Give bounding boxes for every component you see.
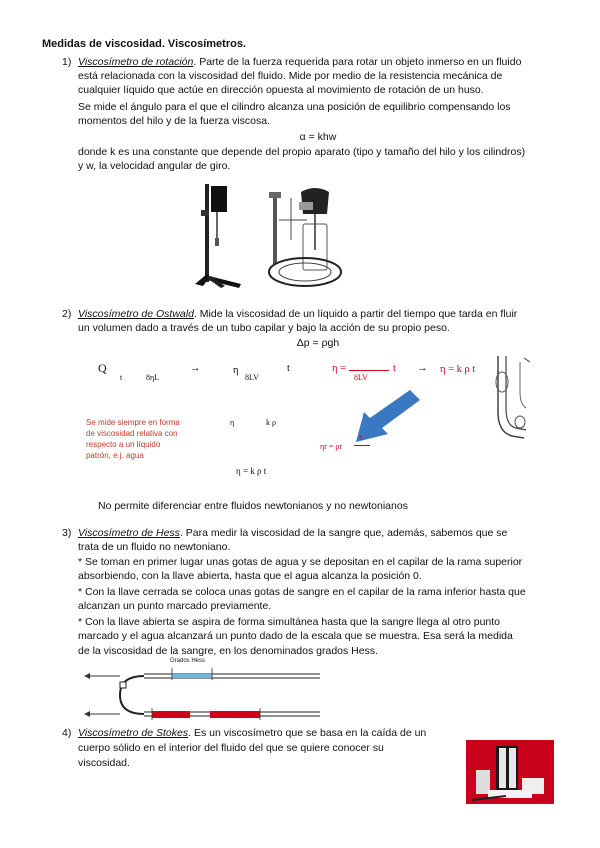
eq-t: t	[120, 373, 123, 382]
section-line: cualquier líquido que actúe en dirección opuesta al movimiento de rotación de un huso.	[78, 84, 484, 96]
blue-arrow-icon	[352, 386, 422, 446]
section-line: * Con la llave cerrada se coloca unas gotas de sangre en el capilar de la rama inferior hasta que	[78, 586, 526, 598]
eq-result: η = k ρ t	[440, 364, 476, 375]
eq-eta-ref: η	[230, 418, 235, 427]
section-line: marcado y el agua alcanzará un punto dado de la escala que se muestra. Esa será la medida	[78, 630, 513, 642]
eq-relative: ηr = ρr	[320, 442, 343, 451]
fraction-bar	[349, 370, 389, 371]
section-number: 2)	[62, 308, 72, 320]
section-number: 3)	[62, 527, 72, 539]
eq-q: Q	[98, 361, 107, 375]
rotational-viscometer-photo	[195, 180, 355, 292]
section-heading: Viscosímetro de rotación	[78, 56, 194, 68]
formula: α = khw	[299, 131, 337, 143]
section-line: momentos del hilo y de la fuerza viscosa.	[78, 115, 271, 127]
hess-viscometer-diagram	[80, 660, 360, 728]
diagram-label: Grados Hess	[170, 658, 206, 664]
ostwald-tube-drawing	[480, 352, 540, 444]
section-line: alcanzan un punto marcado previamente.	[78, 600, 272, 612]
section-line: trata de un fluido no newtoniano.	[78, 541, 231, 553]
section-line: donde k es una constante que depende del propio aparato (tipo y tamaño del hilo y los cilindros)	[78, 146, 526, 158]
eq-fraction-t: t	[360, 433, 363, 442]
eq-t: t	[287, 363, 290, 374]
section-number: 1)	[62, 56, 72, 68]
eq-eta: η	[233, 365, 239, 376]
note-line: respecto a un líquido	[86, 440, 161, 449]
eq-eta-equals: η =	[332, 363, 347, 374]
section-heading: Viscosímetro de Stokes	[78, 727, 189, 739]
section-line: Se mide el ángulo para el que el cilindro alcanza una posición de equilibrio compensando los	[78, 101, 511, 113]
section-line: * Con la llave abierta se aspira de forma simultánea hasta que la sangre llega al otro punto	[78, 616, 501, 628]
eq-bottom: η = k ρ t	[236, 466, 267, 476]
section-line: viscosidad.	[78, 757, 130, 769]
eq-denominator: 8ηL	[146, 373, 160, 382]
eq-t: t	[393, 363, 396, 374]
section-line: * Se toman en primer lugar unas gotas de agua y se depositan en el capilar de la rama superior	[78, 556, 523, 568]
section-line: cuerpo sólido en el interior del fluido del que se quiere conocer su	[78, 742, 384, 754]
eq-k-rho: k ρ	[266, 418, 276, 427]
section-number: 4)	[62, 727, 72, 739]
conclusion: No permite diferenciar entre fluidos newtonianos y no newtonianos	[98, 500, 408, 512]
fraction-bar	[354, 445, 370, 446]
section-line: está relacionada con la viscosidad del fluido. Mide por medio de la resistencia mecánica de	[78, 70, 503, 82]
section-heading: Viscosímetro de Ostwald	[78, 308, 194, 320]
section-heading: Viscosímetro de Hess	[78, 527, 180, 539]
note-line: de viscosidad relativa con	[86, 429, 178, 438]
section-line: Viscosímetro de Stokes. Es un viscosímetro que se basa en la caída de un	[78, 727, 427, 739]
section-line: Viscosímetro de Ostwald. Mide la viscosidad de un líquido a partir del tiempo que tarda en fluir	[78, 308, 518, 320]
formula: Δp = ρgh	[296, 337, 340, 349]
section-line: de la viscosidad de la sangre, en los denominados grados Hess.	[78, 645, 379, 657]
eq-denominator: 8LV	[245, 373, 259, 382]
section-line: un volumen dado a través de un tubo capilar y bajo la acción de su propio peso.	[78, 322, 450, 334]
eq-arrow: →	[190, 363, 201, 374]
stokes-viscometer-photo	[466, 740, 554, 804]
section-line: Viscosímetro de Hess. Para medir la viscosidad de la sangre que, además, sabemos que se	[78, 527, 508, 539]
section-line: absorbiendo, con la llave abierta, hasta que el agua alcanza la posición 0.	[78, 570, 422, 582]
note-line: patrón, e.j. agua	[86, 451, 144, 460]
page-title: Medidas de viscosidad. Viscosímetros.	[42, 38, 246, 50]
eq-denominator: 8LV	[354, 373, 368, 382]
section-line: Viscosímetro de rotación. Parte de la fuerza requerida para rotar un objeto inmerso en un fluido	[78, 56, 522, 68]
note-line: Se mide siempre en forma	[86, 418, 180, 427]
section-line: y w, la velocidad angular de giro.	[78, 160, 231, 172]
eq-arrow: →	[417, 363, 428, 374]
